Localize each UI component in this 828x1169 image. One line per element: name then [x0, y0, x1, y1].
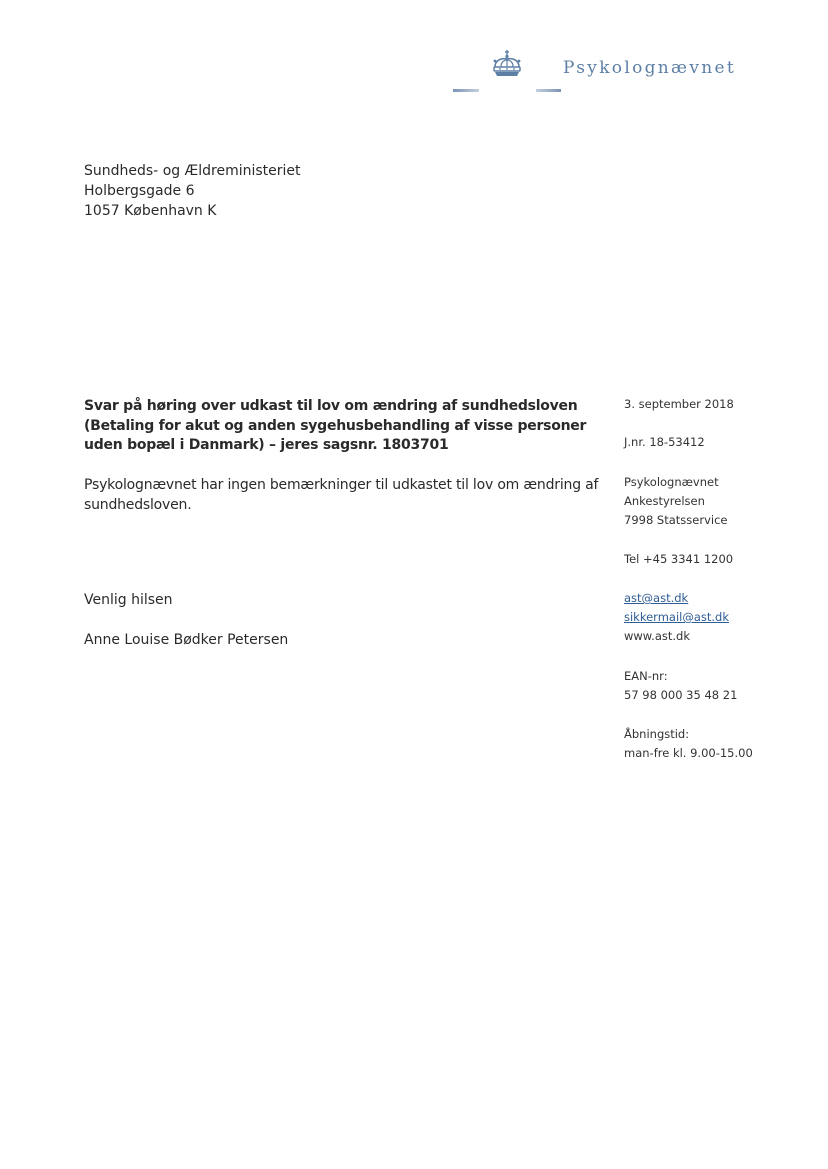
letter-subject: [84, 397, 594, 456]
letter-body: [84, 475, 598, 515]
logo-text: Psykolognævnet: [563, 58, 736, 78]
body-line: Psykolognævnet har ingen bemærkninger til udkastet til lov om ændring af: [84, 477, 599, 493]
letter-date: 3. september 2018: [624, 397, 734, 411]
recipient-address: [84, 161, 301, 221]
subject-line: uden bopæl i Danmark) – jeres sagsnr. 1803701: [84, 437, 449, 453]
secure-email-link[interactable]: sikkermail@ast.dk: [624, 610, 729, 624]
opening-hours-value: man-fre kl. 9.00-15.00: [624, 746, 753, 760]
recipient-city: 1057 København K: [84, 203, 217, 219]
logo-divider-left: [453, 89, 479, 92]
crown-icon: [491, 50, 523, 78]
ean-value: 57 98 000 35 48 21: [624, 688, 738, 702]
signer-name: Anne Louise Bødker Petersen: [84, 632, 289, 648]
sender-phone: Tel +45 3341 1200: [624, 552, 734, 566]
body-line: sundhedsloven.: [84, 497, 192, 513]
ean-label: EAN-nr:: [624, 669, 668, 683]
sender-address: 7998 Statsservice: [624, 513, 728, 527]
recipient-name: Sundheds- og Ældreministeriet: [84, 163, 301, 179]
sender-org: Psykolognævnet: [624, 475, 719, 489]
closing-greeting: Venlig hilsen: [84, 592, 173, 608]
email-link[interactable]: ast@ast.dk: [624, 591, 689, 605]
recipient-street: Holbergsgade 6: [84, 183, 195, 199]
journal-number: J.nr. 18-53412: [624, 435, 705, 449]
logo-divider-right: [536, 89, 561, 92]
opening-hours-label: Åbningstid:: [624, 727, 690, 741]
website: www.ast.dk: [624, 629, 690, 643]
subject-line: Svar på høring over udkast til lov om ændring af sundhedsloven: [84, 398, 578, 414]
sender-agency: Ankestyrelsen: [624, 494, 705, 508]
subject-line: (Betaling for akut og anden sygehusbehandling af visse personer: [84, 417, 587, 434]
letterhead-logo: [450, 50, 810, 100]
